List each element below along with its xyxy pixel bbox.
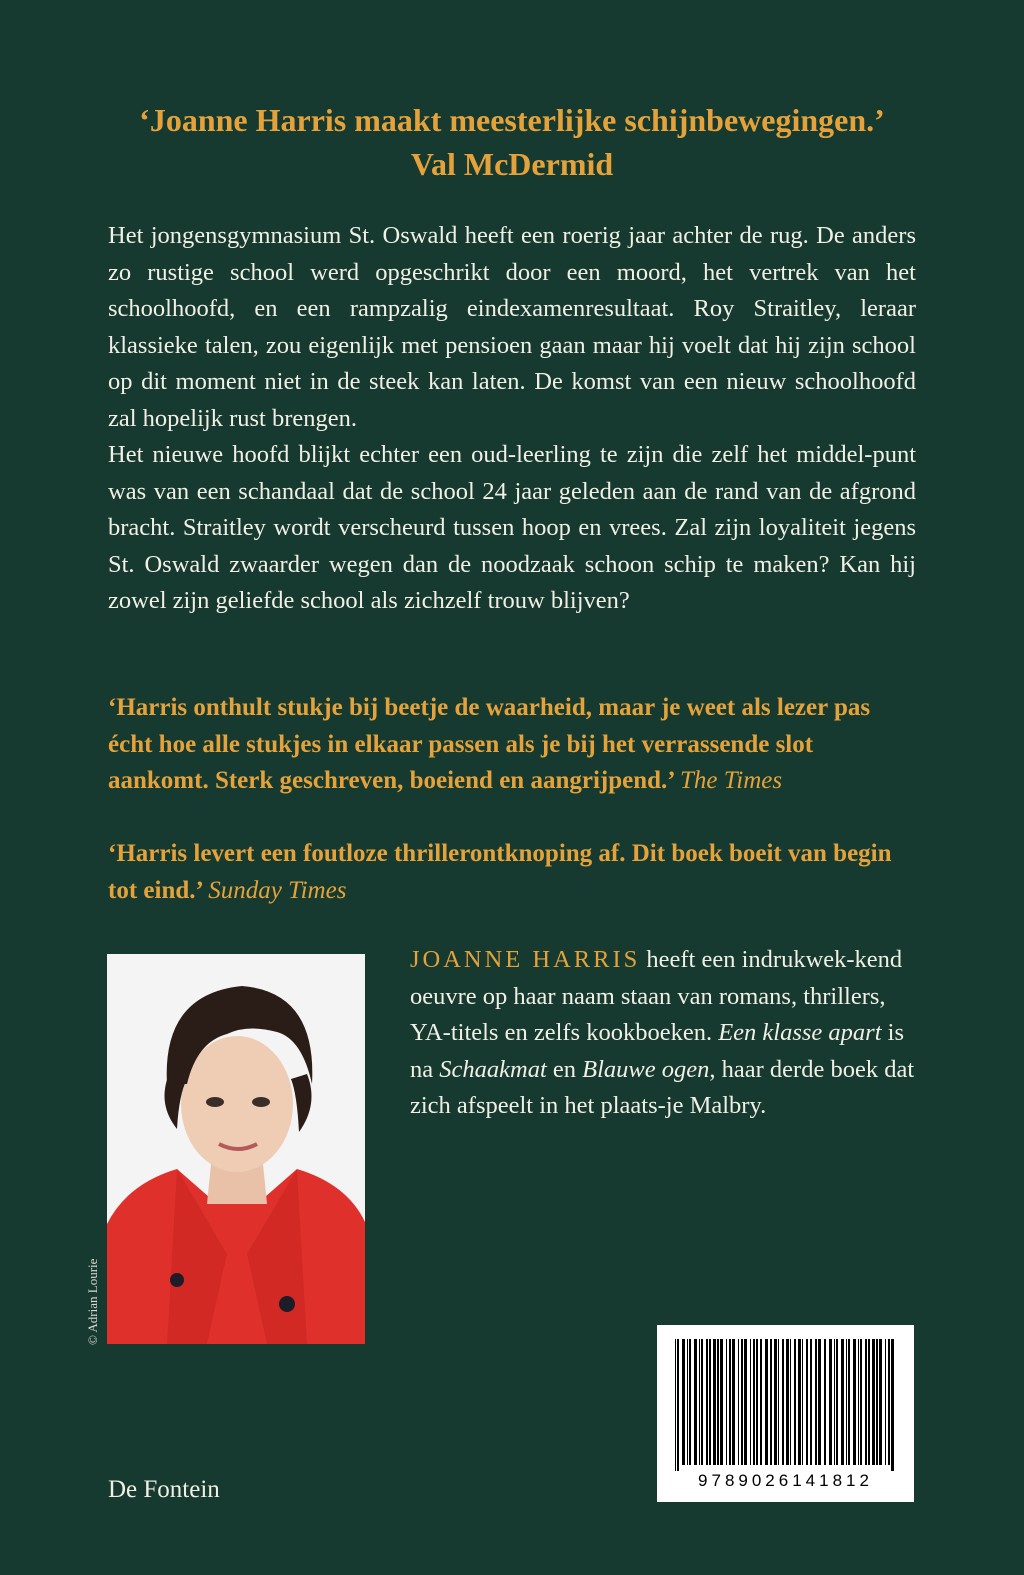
review-quote-source: Sunday Times	[208, 876, 347, 904]
barcode-bar	[872, 1339, 875, 1465]
barcode-bar	[829, 1339, 832, 1465]
barcode-bar	[729, 1339, 731, 1465]
blurb	[108, 218, 916, 620]
barcode-bar	[744, 1339, 747, 1465]
publisher-name: De Fontein	[108, 1476, 220, 1503]
barcode-bar	[717, 1339, 719, 1465]
barcode-bar	[824, 1339, 826, 1465]
barcode-bar	[756, 1339, 758, 1465]
barcode-bar	[853, 1339, 856, 1465]
bio-book-title: Een klasse apart	[718, 1019, 882, 1046]
review-quote-source: The Times	[680, 767, 783, 794]
barcode-bar	[802, 1339, 803, 1465]
blurb-paragraph: Het jongensgymnasium St. Oswald heeft een roerig jaar achter de rug. De anders zo rustige school werd opgeschrikt door een moord, het vertrek van het schoolhoofd, en een rampzalig eindexamenresultaat. Roy Straitley, leraar klassieke talen, zou eigenlijk met pensioen gaan maar hij voelt dat hij zijn school op dit moment niet in de steek kan laten. De komst van een nieuw schoolhoofd zal hopelijk rust brengen.	[108, 222, 916, 432]
barcode-bar	[689, 1339, 691, 1465]
barcode-bar	[858, 1339, 859, 1465]
barcode-bar	[879, 1339, 882, 1465]
author-portrait-illustration	[107, 954, 365, 1344]
barcode-bar	[765, 1339, 768, 1465]
barcode-bar	[753, 1339, 755, 1465]
bio-book-title: Schaakmat	[439, 1055, 547, 1083]
review-quote-times	[108, 690, 918, 800]
bio-text: , haar derde boek dat zich afspeelt in het plaats-je Malbry.	[410, 1055, 915, 1119]
barcode-bar	[687, 1339, 688, 1465]
headline-quote	[0, 98, 1024, 186]
author-bio	[410, 942, 916, 1125]
barcode-bar	[860, 1339, 862, 1465]
barcode-bar	[848, 1339, 850, 1465]
headline-quote-text: ‘Joanne Harris maakt meesterlijke schijnbewegingen.’	[139, 102, 885, 138]
barcode-bar	[782, 1339, 784, 1465]
barcode-bar	[741, 1339, 743, 1465]
barcode-bar	[770, 1339, 772, 1465]
barcode-bar	[815, 1339, 817, 1465]
barcode-bar	[699, 1339, 700, 1465]
bio-text: heeft een indrukwek-kend oeuvre op haar naam staan van romans, thrillers, YA-titels en zelfs kookboeken.	[410, 946, 903, 1046]
barcode-bar	[806, 1339, 808, 1465]
bio-book-title: Blauwe ogen	[582, 1055, 710, 1083]
author-name: JOANNE HARRIS	[410, 946, 641, 973]
barcode-bar	[790, 1339, 791, 1465]
barcode-bar	[694, 1339, 697, 1465]
isbn-number: 9789026141812	[698, 1471, 873, 1490]
photo-credit: © Adrian Lourie	[85, 1258, 100, 1345]
barcode-bar	[868, 1339, 870, 1465]
review-quote-sunday-times	[108, 836, 918, 909]
barcode-bar	[888, 1339, 890, 1465]
barcode-bar	[865, 1339, 867, 1465]
barcode-bar	[713, 1339, 716, 1465]
barcode-bar	[701, 1339, 703, 1465]
barcode-bar	[682, 1339, 685, 1465]
barcode-bar	[891, 1339, 894, 1471]
barcode-bar	[738, 1339, 739, 1465]
barcode-bar	[836, 1339, 838, 1465]
headline-quote-author: Val McDermid	[410, 146, 614, 182]
review-quote-text: ‘Harris onthult stukje bij beetje de waarheid, maar je weet als lezer pas écht hoe alle stukjes in elkaar passen als je bij het verrassende slot aankomt. Sterk geschreven, boeiend en aangrijpend.’	[108, 694, 871, 794]
bio-text: is na	[410, 1019, 904, 1083]
barcode-bar	[677, 1339, 679, 1471]
barcode-bar	[774, 1339, 777, 1465]
barcode-bar	[798, 1339, 801, 1465]
barcode-bar	[876, 1339, 878, 1465]
barcode-bar	[794, 1339, 796, 1465]
barcode-bar	[675, 1339, 676, 1471]
author-photo	[107, 954, 365, 1344]
barcode-bar	[732, 1339, 735, 1465]
bio-text: en	[546, 1055, 583, 1083]
barcode-bar	[846, 1339, 847, 1465]
barcode-bar	[709, 1339, 711, 1465]
barcode-bar	[778, 1339, 779, 1465]
barcode-bar	[810, 1339, 812, 1465]
barcode-bar	[706, 1339, 708, 1465]
barcode-bar	[818, 1339, 821, 1465]
barcode-bar	[834, 1339, 835, 1465]
blurb-paragraph: Het nieuwe hoofd blijkt echter een oud-leerling te zijn die zelf het middel-punt was van een schandaal dat de school 24 jaar geleden aan de rand van de afgrond bracht. Straitley wordt verscheurd tussen hoop en vrees. Zal zijn loyaliteit jegens St. Oswald zwaarder wegen dan de noodzaak schoon schip te maken? Kan hij zowel zijn geliefde school als zichzelf trouw blijven?	[108, 441, 916, 614]
barcode-bar	[841, 1339, 844, 1465]
isbn-barcode	[657, 1325, 914, 1502]
barcode-bar	[786, 1339, 789, 1465]
barcode-bar	[750, 1339, 751, 1465]
barcode-bar	[720, 1339, 723, 1465]
barcode-bar	[726, 1339, 727, 1465]
review-quote-text: ‘Harris levert een foutloze thrillerontknoping af. Dit boek boeit van begin tot eind.’	[108, 840, 892, 904]
barcode-bar	[885, 1339, 886, 1465]
barcode-bar	[760, 1339, 762, 1465]
